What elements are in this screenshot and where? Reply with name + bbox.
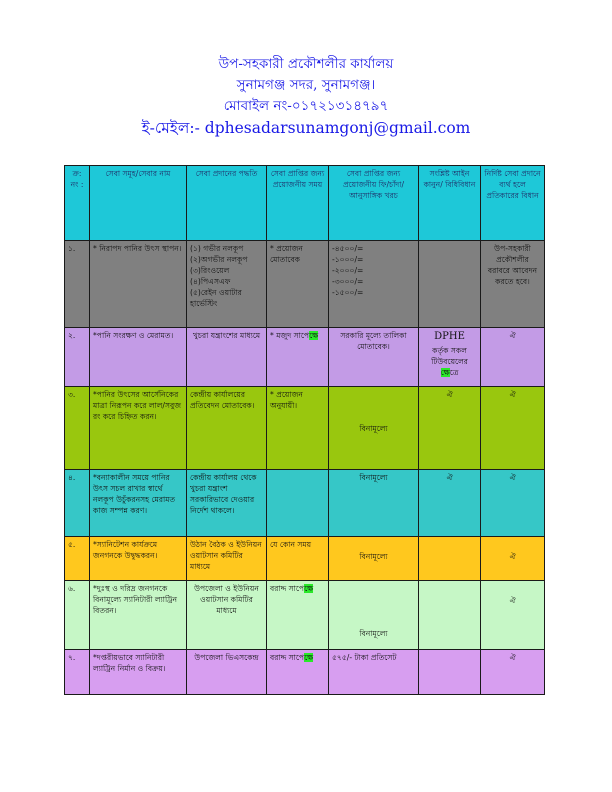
cell-serial: ৩. [65,387,90,470]
cell-serial: ৫. [65,537,90,581]
cell-time: যে কোন সময় [267,537,329,581]
cell-remedy: ঐ [481,537,545,581]
table-row [65,387,545,470]
cell-time [267,650,329,695]
cell-serial: ৪. [65,470,90,537]
highlighted-text: ক্ষে [304,653,314,662]
fee-item: -১০০০/= [332,255,364,264]
cell-law [419,581,481,650]
header-serial: ক্র: নং : [65,166,90,241]
header-fee: সেবা প্রাপ্তির জন্য প্রয়োজনীয় ফি/চাঁদা/আনুসাঙ্গিক খরচ [329,166,419,241]
dphe-label: DPHE [434,331,465,342]
cell-fee: ৫৭৫/- টাকা প্রতিসেট [329,650,419,695]
cell-fee: সরকারি মূল্যে তালিকা মোতাবেক। [329,328,419,387]
office-title: উপ-সহকারী প্রকৌশলীর কার্যালয় [218,56,394,72]
table-row [65,241,545,328]
table-row [65,537,545,581]
table-row [65,328,545,387]
cell-service: * নিরাপদ পানির উৎস স্থাপন। [90,241,187,328]
cell-remedy: ঐ [481,470,545,537]
cell-fee [329,241,419,328]
cell-method: খুচরা যন্ত্রাংশের মাধ্যমে [187,328,267,387]
cell-law [419,241,481,328]
cell-method: উপজেলা ও ইউনিয়ন ওয়াটসান কমিটির মাধ্যমে [187,581,267,650]
cell-time: * প্রয়োজন অনুযায়ী। [267,387,329,470]
cell-method: কেন্দ্রীয় কার্যালয় থেকে খুচরা যন্ত্রাংশ সরকারিভাবে দেওয়ার নির্দেশ থাকলে। [187,470,267,537]
cell-remedy: ঐ [481,581,545,650]
cell-time [267,328,329,387]
header-time: সেবা প্রাপ্তির জন্য প্রয়োজনীয় সময় [267,166,329,241]
header-remedy: নির্দিষ্ট সেবা প্রদানে ব্যর্থ হলে প্রতিকারের বিধান [481,166,545,241]
law-text: কর্তৃক সকল টিউবয়েলের [431,345,468,366]
cell-fee: বিনামূল্যে [329,581,419,650]
cell-serial: ৬. [65,581,90,650]
cell-serial: ১. [65,241,90,328]
cell-method [187,241,267,328]
office-header [0,54,612,140]
cell-law [419,650,481,695]
method-item: (৫)রেইন ওয়াটার হার্ভেস্টিং [190,288,242,308]
highlighted-text: ক্ষে [309,331,319,340]
cell-service: *পানি সংরক্ষণ ও মেরামত। [90,328,187,387]
cell-time [267,470,329,537]
fee-item: -১৫০০/= [332,288,364,297]
cell-remedy: ঐ [481,328,545,387]
cell-law: ঐ [419,387,481,470]
fee-item: -৪৫০০/= [332,244,364,253]
time-text: * মজুদ সাপে [270,331,310,340]
cell-serial: ২. [65,328,90,387]
cell-remedy: ঐ [481,387,545,470]
cell-law: ঐ [419,470,481,537]
service-table [64,165,545,695]
cell-law [419,537,481,581]
cell-law [419,328,481,387]
office-email: ই-মেইল:- dphesadarsunamgonj@gmail.com [141,119,471,137]
method-item: (৩)রিংওয়েল [190,266,230,275]
table-row [65,470,545,537]
header-service: সেবা সমূহ/সেবার নাম [90,166,187,241]
time-text: বরাদ্দ সাপে [270,653,305,662]
office-mobile: মোবাইল নং-০১৭২১৩১৪৭৯৭ [223,98,389,114]
cell-serial: ৭. [65,650,90,695]
cell-fee: বিনামূল্যে [329,470,419,537]
cell-service: *দপ্তরীয়ভাবে স্যানিটারী ল্যাট্রিন নির্মান ও বিক্রয়। [90,650,187,695]
law-text-end: ত্রে [449,367,459,377]
cell-time: * প্রয়োজন মোতাবেক [267,241,329,328]
cell-service: *দুঃস্থ ও দরিদ্র জনগনকে বিনামূল্যে স্যানিটারী ল্যাট্রিন বিতরন। [90,581,187,650]
cell-fee: বিনামূল্যে [329,387,419,470]
cell-fee: বিনামূল্যে [329,537,419,581]
header-law: সংশ্লিষ্ট আইন কানুন/ বিধিবিধান [419,166,481,241]
office-address: সুনামগঞ্জ সদর, সুনামগঞ্জ। [236,77,376,93]
cell-method: উপজেলা ভিএসকেন্দ্র [187,650,267,695]
highlighted-text: ক্ষে [304,584,314,593]
method-item: (৪)পিএসএফ [190,277,231,286]
method-item: (২)অগভীর নলকূপ [190,255,248,264]
table-header-row [65,166,545,241]
cell-service: *বন্যাকালীন সময়ে পানির উৎস সচল রাখার স্বার্থে নলকূপ উচুঁকরনসহ মেরামত কাজ সম্পন্ন করণ। [90,470,187,537]
cell-method: কেন্দ্রীয় কার্যালয়ের প্রতিবেদন মোতাবেক। [187,387,267,470]
cell-service: *পানির উৎসের আর্সেনিকের মাত্রা নিরূপন করে লাল/সবুজ রং করে চিহ্নিত করন। [90,387,187,470]
table-row [65,650,545,695]
table-row [65,581,545,650]
cell-method: উঠান বৈঠক ও ইউনিয়ন ওয়াটসান কমিটির মাধ্যমে [187,537,267,581]
cell-remedy: উপ-সহকারী প্রকৌশলীর বরাবরে আবেদন করতে হবে। [481,241,545,328]
fee-item: -২০০০/= [332,266,364,275]
fee-item: -৩০০০/= [332,277,364,286]
time-text: বরাদ্দ সাপে [270,584,305,593]
cell-remedy: ঐ [481,650,545,695]
header-method: সেবা প্রদানের পদ্ধতি [187,166,267,241]
cell-time [267,581,329,650]
method-item: (১) গভীর নলকূপ [190,244,244,253]
highlighted-text: ক্ষে [440,367,450,377]
cell-service: *স্যানিটেশন কার্যক্রমে জনগনকে উদ্বুদ্ধকরন। [90,537,187,581]
